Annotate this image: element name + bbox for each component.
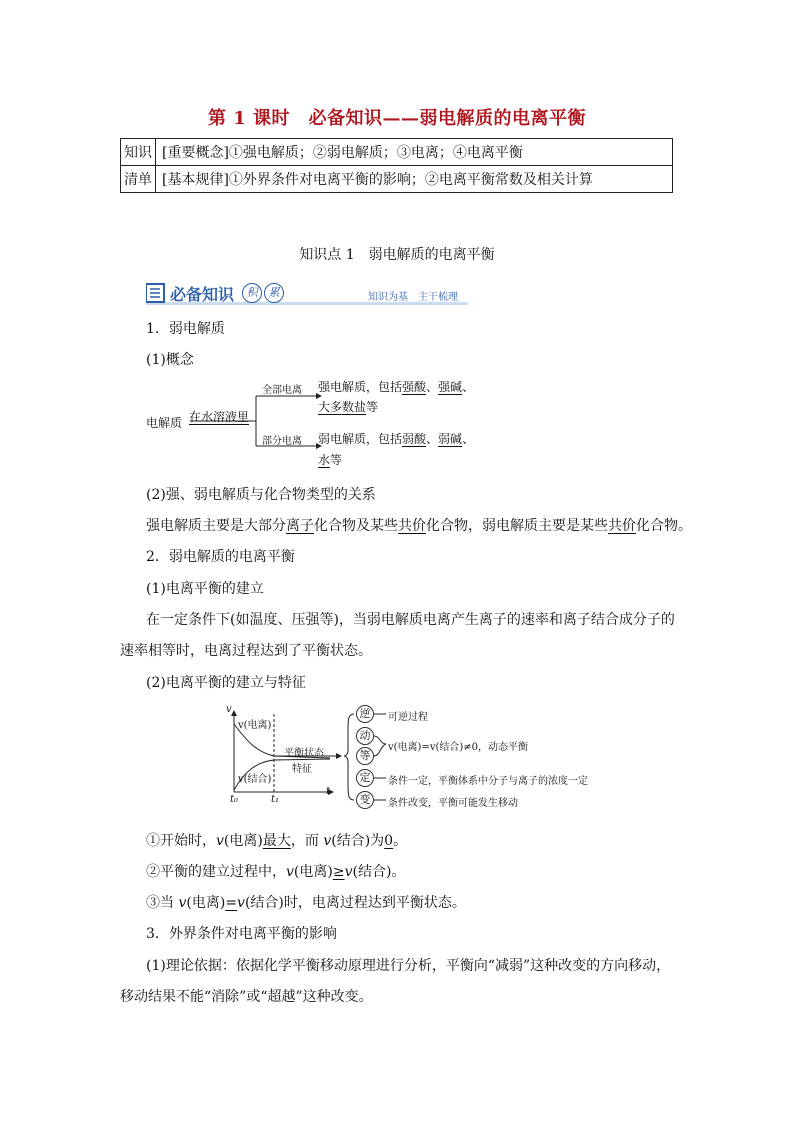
branch1-text-pre: 强电解质，包括 <box>318 380 403 394</box>
diagram-branch1-label: 全部电离 <box>262 385 302 396</box>
knowledge-list-row-rules: [基本规律]①外界条件对电离平衡的影响；②电离平衡常数及相关计算 <box>156 166 673 193</box>
p1-t2: (结合)为 <box>331 833 385 849</box>
feature-reversible-char: 逆 <box>356 705 374 723</box>
branch2-item-water: 水 <box>318 453 331 467</box>
p2-blank-geq: ≥ <box>332 864 345 880</box>
sec2-para-line1: 在一定条件下(如温度、压强等)，当弱电解质电离产生离子的速率和离子结合成分子的 <box>146 612 675 628</box>
feature-change-char: 变 <box>356 791 374 809</box>
branch2-item-weak-base: 弱碱 <box>438 432 463 446</box>
relation-p4: 化合物。 <box>636 518 692 534</box>
graph-curve-ionization-label: v(电离) <box>238 720 272 731</box>
p3-v1: v <box>178 895 187 911</box>
feature-equal-char: 等 <box>356 747 374 765</box>
branch2-sep: 、 <box>426 432 439 446</box>
sec2-sub1: (1)电离平衡的建立 <box>146 581 264 597</box>
p2-end: (结合)。 <box>352 864 406 880</box>
graph-curve-combination-label: v(结合) <box>238 774 272 785</box>
sec2-point2 <box>146 861 405 881</box>
electrolyte-concept-diagram <box>146 374 546 474</box>
branch1-sep: 、 <box>426 380 439 394</box>
p1-end: 。 <box>393 833 408 849</box>
sec3-heading: 3．外界条件对电离平衡的影响 <box>146 926 337 942</box>
p3-end: (结合)时，电离过程达到平衡状态。 <box>244 895 466 911</box>
sec2-point3 <box>146 892 466 912</box>
sec1-sub2: (2)强、弱电解质与化合物类型的关系 <box>146 487 376 503</box>
banner-badge-1: 积 <box>242 283 262 303</box>
branch1-item-salts: 大多数盐 <box>318 400 367 414</box>
feature-fixed-desc: 条件一定，平衡体系中分子与离子的浓度一定 <box>388 776 588 787</box>
section-banner <box>146 282 468 306</box>
branch2-item-weak-acid: 弱酸 <box>402 432 427 446</box>
feature-change-desc: 条件改变，平衡可能发生移动 <box>388 798 518 809</box>
sec2-para-line2: 速率相等时，电离过程达到了平衡状态。 <box>120 643 372 659</box>
p2-t1: (电离) <box>293 864 333 880</box>
feature-reversible-desc: 可逆过程 <box>388 712 428 723</box>
branch2-tail: 、 <box>462 432 475 446</box>
diagram-root: 电解质 <box>146 416 183 430</box>
graph-t0-label: t₀ <box>230 794 239 805</box>
branch1-item-strong-acid: 强酸 <box>402 380 427 394</box>
diagram-branch2-text-line2 <box>318 451 342 468</box>
p1-t1: (电离) <box>223 833 263 849</box>
sec2-heading: 2．弱电解质的电离平衡 <box>146 549 295 565</box>
p2-v1: v <box>286 864 294 880</box>
branch2-end: 等 <box>330 453 343 467</box>
knowledge-list-label-1: 知识 <box>121 139 156 166</box>
diagram-branch2-label: 部分电离 <box>262 436 302 447</box>
p1-v2: v <box>323 833 332 849</box>
knowledge-point-heading: 知识点 1 弱电解质的电离平衡 <box>299 247 495 263</box>
graph-state-label: 平衡状态 <box>284 748 324 759</box>
p1-mid: ，而 <box>290 833 324 849</box>
graph-t1-label: t₁ <box>271 794 280 805</box>
knowledge-list-label-2: 清单 <box>121 166 156 193</box>
relation-blank-covalent-1: 共价 <box>398 518 426 534</box>
sec2-sub2: (2)电离平衡的建立与特征 <box>146 675 306 691</box>
branch1-item-strong-base: 强碱 <box>438 380 463 394</box>
p2-pre: ②平衡的建立过程中， <box>146 864 286 880</box>
diagram-branch2-text <box>318 430 474 447</box>
sec3-line1: (1)理论依据：依据化学平衡移动原理进行分析，平衡向“减弱”这种改变的方向移动， <box>146 958 671 974</box>
feature-fixed-char: 定 <box>356 769 374 787</box>
banner-badge-2: 累 <box>264 283 284 303</box>
equilibrium-diagram <box>226 700 606 810</box>
p1-blank-zero: 0 <box>384 833 394 849</box>
p3-pre: ③当 <box>146 895 179 911</box>
sec1-relation <box>146 515 692 535</box>
sec1-heading: 1．弱电解质 <box>146 321 225 337</box>
p1-blank-max: 最大 <box>262 833 291 849</box>
feature-equal-desc: v(电离)=v(结合)≠0，动态平衡 <box>388 742 529 753</box>
diagram-branch1-text <box>318 378 474 395</box>
p3-v2: v <box>237 895 245 911</box>
relation-p2: 化合物及某些 <box>314 518 398 534</box>
branch1-end: 等 <box>366 400 379 414</box>
lesson-title: 第 1 课时 必备知识——弱电解质的电离平衡 <box>207 108 587 129</box>
branch2-text-pre: 弱电解质，包括 <box>318 432 403 446</box>
diagram-condition: 在水溶液里 <box>189 410 250 424</box>
relation-p1: 强电解质主要是大部分 <box>146 518 286 534</box>
graph-y-label: v <box>226 704 232 715</box>
sec3-line2: 移动结果不能“消除”或“超越”这种改变。 <box>120 989 373 1005</box>
sec1-sub1: (1)概念 <box>146 352 194 368</box>
graph-x-label: t <box>326 786 331 797</box>
graph-feature-label: 特征 <box>292 764 312 775</box>
p3-t1: (电离) <box>186 895 226 911</box>
diagram-branch1-text-line2 <box>318 398 378 415</box>
p3-blank-eq: = <box>225 895 238 911</box>
p1-v1: v <box>216 833 224 849</box>
features-bracket <box>344 714 354 800</box>
feature-dynamic-char: 动 <box>356 727 374 745</box>
banner-title: 必备知识 <box>170 285 235 304</box>
branch1-tail: 、 <box>462 380 475 394</box>
sec2-point1 <box>146 830 407 850</box>
banner-subtitle: 知识为基 主干梳理 <box>368 292 458 303</box>
relation-p3: 化合物，弱电解质主要是某些 <box>426 518 608 534</box>
relation-blank-ionic: 离子 <box>286 518 314 534</box>
knowledge-list-table <box>120 138 673 193</box>
relation-blank-covalent-2: 共价 <box>608 518 636 534</box>
knowledge-list-row-concepts: [重要概念]①强电解质；②弱电解质；③电离；④电离平衡 <box>156 139 673 166</box>
p1-pre: ①开始时， <box>146 833 216 849</box>
p2-v2: v <box>344 864 353 880</box>
